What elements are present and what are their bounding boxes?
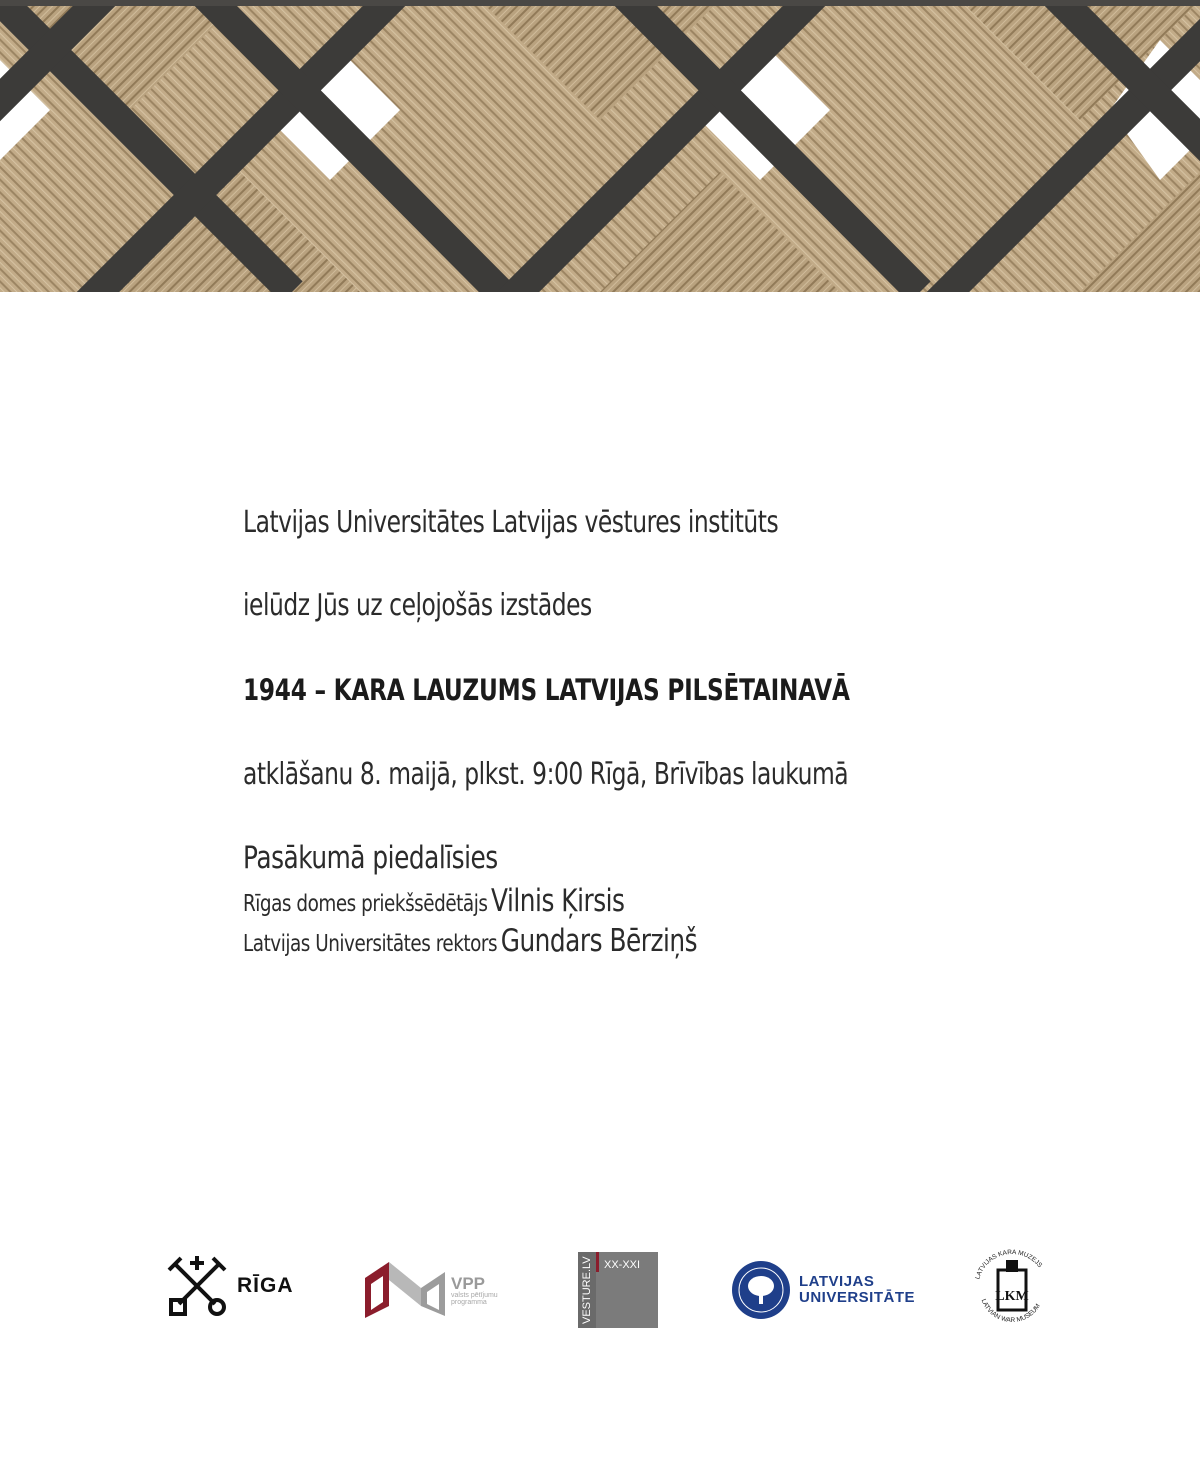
guest-name: Gundars Bērziņš <box>500 923 698 959</box>
vesture-label: VESTURE.LV <box>581 1256 593 1324</box>
guest-line-1 <box>243 883 625 919</box>
vesture-lv-logo <box>578 1252 658 1328</box>
wooden-lattice-image <box>0 0 1200 292</box>
participants-heading: Pasākumā piedalīsies <box>243 840 498 876</box>
lu-line-2: UNIVERSITĀTE <box>799 1289 916 1306</box>
crossed-keys-icon <box>165 1254 229 1318</box>
museum-mark: LKM <box>995 1289 1029 1304</box>
museum-bottom-text: LATVIAN WAR MUSEUM <box>979 1298 1042 1325</box>
guest-line-2 <box>243 923 697 959</box>
lu-line-1: LATVIJAS <box>799 1272 875 1290</box>
vpp-text <box>451 1275 498 1306</box>
guest-role: Rīgas domes priekšsēdētājs <box>243 891 488 917</box>
war-museum-emblem <box>964 1240 1060 1336</box>
vpp-logo <box>365 1260 498 1320</box>
guest-name: Vilnis Ķirsis <box>491 883 625 919</box>
riga-logo <box>165 1254 294 1318</box>
opening-details: atklāšanu 8. maijā, plkst. 9:00 Rīgā, Brīvības laukumā <box>243 757 849 792</box>
latvijas-universitate-logo <box>731 1260 915 1320</box>
guest-role: Latvijas Universitātes rektors <box>243 931 498 957</box>
kara-muzejs-logo <box>964 1240 1060 1336</box>
partner-logos-row <box>0 1240 1200 1350</box>
university-seal-icon <box>731 1260 791 1320</box>
invite-line: ielūdz Jūs uz ceļojošās izstādes <box>243 588 592 623</box>
exhibition-title: 1944 – KARA LAUZUMS LATVIJAS PILSĒTAINAVĀ <box>243 673 850 707</box>
museum-top-text: LATVIJAS KARA MUZEJS <box>974 1248 1044 1281</box>
vpp-subtitle-1: valsts pētījumu <box>451 1291 498 1299</box>
vpp-emblem-icon <box>365 1260 445 1320</box>
lu-text <box>799 1274 915 1307</box>
vesture-lv-emblem <box>578 1252 658 1328</box>
vesture-sub: XX-XXI <box>604 1259 641 1271</box>
institution-line: Latvijas Universitātes Latvijas vēstures institūts <box>243 505 779 540</box>
riga-label: RĪGA <box>237 1274 294 1297</box>
vpp-subtitle-2: programma <box>451 1298 487 1306</box>
header-lattice-graphic <box>0 0 1200 292</box>
vpp-label: VPP <box>451 1273 486 1293</box>
